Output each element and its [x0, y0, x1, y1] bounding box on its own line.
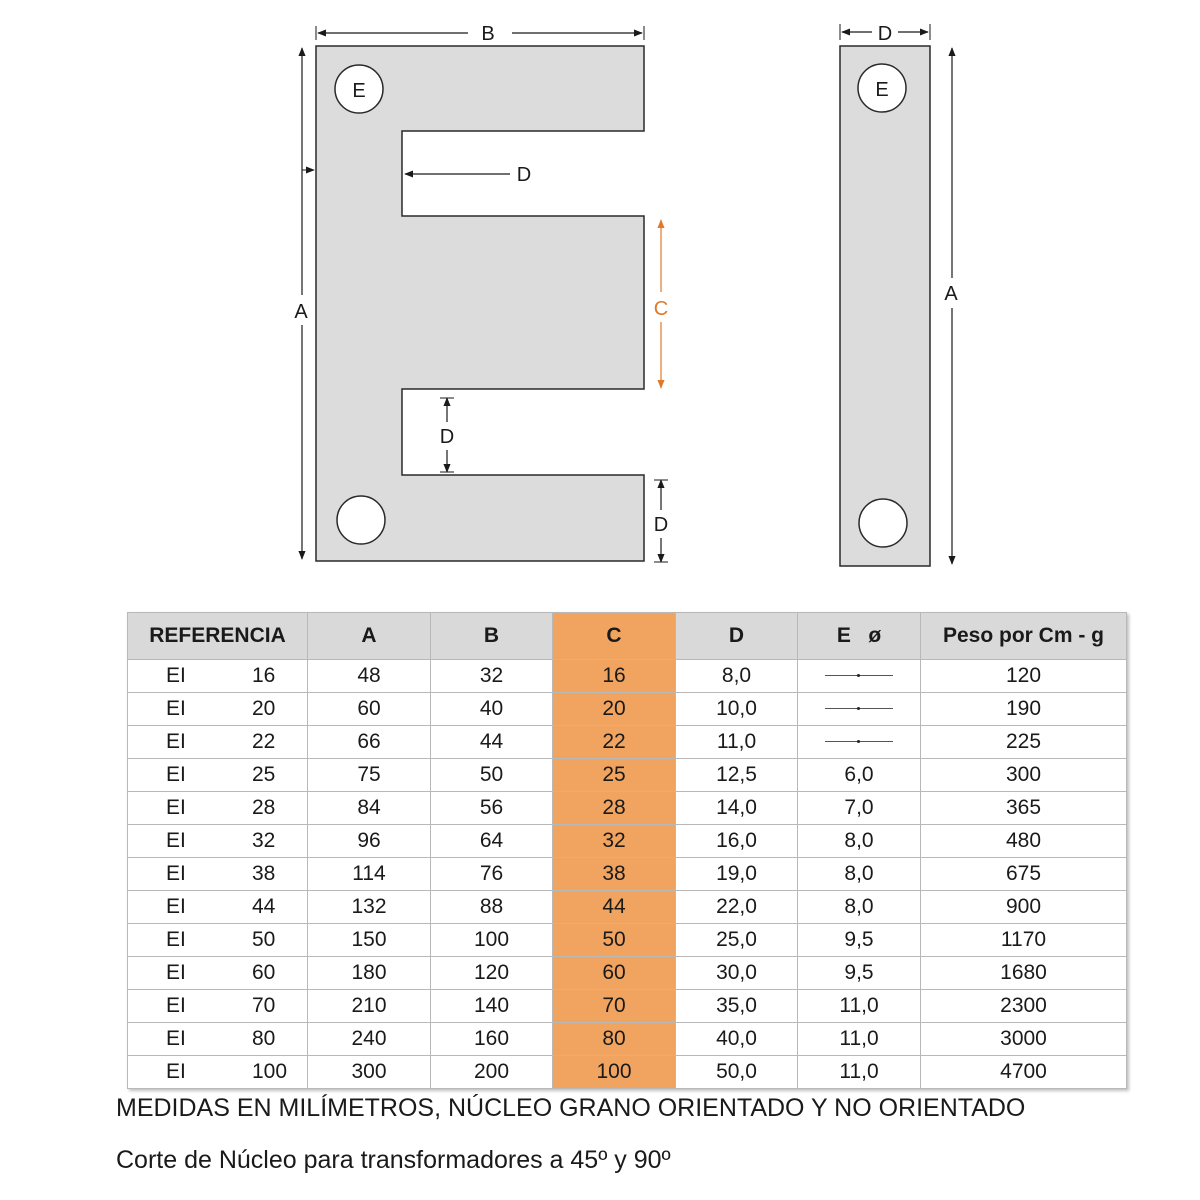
cell-referencia — [128, 759, 308, 792]
ref-prefix: EI — [166, 862, 186, 885]
e-lamination-shape — [316, 46, 644, 561]
i-lamination-shape — [840, 46, 930, 566]
ref-prefix: EI — [166, 697, 186, 720]
cell-peso: 1680 — [921, 957, 1127, 990]
cell-a: 66 — [308, 726, 431, 759]
header-b: B — [431, 613, 553, 660]
cell-d: 30,0 — [676, 957, 798, 990]
table-row — [128, 924, 1127, 957]
cell-d: 8,0 — [676, 660, 798, 693]
cell-b: 76 — [431, 858, 553, 891]
measurement-note: MEDIDAS EN MILÍMETROS, NÚCLEO GRANO ORIENTADO Y NO ORIENTADO — [116, 1094, 1026, 1122]
cell-c: 44 — [553, 891, 676, 924]
cell-e — [798, 693, 921, 726]
cell-b: 50 — [431, 759, 553, 792]
ref-number: 50 — [252, 928, 276, 951]
cell-d: 25,0 — [676, 924, 798, 957]
not-applicable-mark — [825, 708, 893, 710]
cell-e: 8,0 — [798, 891, 921, 924]
not-applicable-mark — [825, 675, 893, 677]
dim-a-label: A — [294, 301, 308, 323]
cell-e: 6,0 — [798, 759, 921, 792]
table-row — [128, 957, 1127, 990]
table-row — [128, 792, 1127, 825]
cell-peso: 3000 — [921, 1023, 1127, 1056]
cell-b: 44 — [431, 726, 553, 759]
cut-note: Corte de Núcleo para transformadores a 45º y 90º — [116, 1146, 671, 1174]
cell-b: 88 — [431, 891, 553, 924]
dim-b-label: B — [481, 23, 495, 45]
cell-peso: 2300 — [921, 990, 1127, 1023]
cell-referencia — [128, 726, 308, 759]
ref-prefix: EI — [166, 763, 186, 786]
cell-d: 16,0 — [676, 825, 798, 858]
cell-c: 28 — [553, 792, 676, 825]
ref-number: 28 — [252, 796, 276, 819]
cell-c: 16 — [553, 660, 676, 693]
cell-peso: 900 — [921, 891, 1127, 924]
cell-referencia — [128, 990, 308, 1023]
cell-a: 150 — [308, 924, 431, 957]
ref-prefix: EI — [166, 895, 186, 918]
table-row — [128, 1056, 1127, 1089]
cell-referencia — [128, 693, 308, 726]
cell-e: 11,0 — [798, 990, 921, 1023]
cell-peso: 675 — [921, 858, 1127, 891]
ref-number: 100 — [252, 1060, 288, 1083]
cell-a: 114 — [308, 858, 431, 891]
cell-e — [798, 726, 921, 759]
cell-b: 160 — [431, 1023, 553, 1056]
cell-b: 40 — [431, 693, 553, 726]
dim-d-leg-label: D — [653, 514, 669, 536]
cell-c: 70 — [553, 990, 676, 1023]
i-hole-label: E — [875, 79, 889, 101]
cell-referencia — [128, 1056, 308, 1089]
cell-referencia — [128, 1023, 308, 1056]
e-hole-label: E — [352, 80, 366, 102]
table-row — [128, 1023, 1127, 1056]
table-row — [128, 726, 1127, 759]
dim-d-horizontal-label: D — [516, 164, 532, 186]
header-referencia: REFERENCIA — [128, 613, 308, 660]
ref-number: 25 — [252, 763, 276, 786]
cell-peso: 4700 — [921, 1056, 1127, 1089]
cell-d: 22,0 — [676, 891, 798, 924]
cell-b: 100 — [431, 924, 553, 957]
header-c: C — [553, 613, 676, 660]
cell-referencia — [128, 792, 308, 825]
header-peso: Peso por Cm - g — [921, 613, 1127, 660]
cell-a: 96 — [308, 825, 431, 858]
ref-prefix: EI — [166, 664, 186, 687]
cell-e: 9,5 — [798, 957, 921, 990]
header-e-diameter: E ø — [798, 613, 921, 660]
ref-prefix: EI — [166, 1060, 186, 1083]
cell-c: 25 — [553, 759, 676, 792]
i-hole-bottom — [859, 499, 907, 547]
cell-d: 19,0 — [676, 858, 798, 891]
cell-d: 14,0 — [676, 792, 798, 825]
table-row — [128, 759, 1127, 792]
cell-d: 10,0 — [676, 693, 798, 726]
cell-e: 7,0 — [798, 792, 921, 825]
cell-referencia — [128, 891, 308, 924]
cell-referencia — [128, 924, 308, 957]
table-row — [128, 825, 1127, 858]
cell-referencia — [128, 957, 308, 990]
cell-referencia — [128, 858, 308, 891]
table-row — [128, 891, 1127, 924]
cell-e: 11,0 — [798, 1023, 921, 1056]
cell-peso: 300 — [921, 759, 1127, 792]
ref-prefix: EI — [166, 730, 186, 753]
cell-referencia — [128, 825, 308, 858]
ref-number: 32 — [252, 829, 276, 852]
lamination-dimensions-table — [127, 612, 1127, 1089]
cell-peso: 365 — [921, 792, 1127, 825]
cell-d: 50,0 — [676, 1056, 798, 1089]
ref-prefix: EI — [166, 796, 186, 819]
cell-e: 8,0 — [798, 858, 921, 891]
cell-b: 56 — [431, 792, 553, 825]
cell-c: 80 — [553, 1023, 676, 1056]
ref-prefix: EI — [166, 994, 186, 1017]
ref-number: 38 — [252, 862, 276, 885]
header-d: D — [676, 613, 798, 660]
cell-d: 35,0 — [676, 990, 798, 1023]
cell-peso: 225 — [921, 726, 1127, 759]
cell-peso: 480 — [921, 825, 1127, 858]
ref-number: 20 — [252, 697, 276, 720]
cell-d: 11,0 — [676, 726, 798, 759]
cell-peso: 1170 — [921, 924, 1127, 957]
cell-c: 22 — [553, 726, 676, 759]
table-header-row — [128, 613, 1127, 660]
cell-d: 12,5 — [676, 759, 798, 792]
table-row — [128, 693, 1127, 726]
cell-c: 32 — [553, 825, 676, 858]
cell-a: 240 — [308, 1023, 431, 1056]
table-row — [128, 858, 1127, 891]
cell-b: 64 — [431, 825, 553, 858]
cell-a: 84 — [308, 792, 431, 825]
cell-c: 50 — [553, 924, 676, 957]
dim-c-label: C — [653, 298, 669, 320]
e-hole-bottom — [337, 496, 385, 544]
cell-c: 60 — [553, 957, 676, 990]
ref-number: 60 — [252, 961, 276, 984]
ref-prefix: EI — [166, 829, 186, 852]
cell-e: 9,5 — [798, 924, 921, 957]
cell-b: 120 — [431, 957, 553, 990]
not-applicable-mark — [825, 741, 893, 743]
cell-b: 32 — [431, 660, 553, 693]
cell-c: 38 — [553, 858, 676, 891]
ref-prefix: EI — [166, 928, 186, 951]
cell-e: 8,0 — [798, 825, 921, 858]
ref-number: 80 — [252, 1027, 276, 1050]
table-row — [128, 660, 1127, 693]
header-a: A — [308, 613, 431, 660]
cell-a: 210 — [308, 990, 431, 1023]
cell-d: 40,0 — [676, 1023, 798, 1056]
ref-number: 44 — [252, 895, 276, 918]
table-row — [128, 990, 1127, 1023]
cell-a: 180 — [308, 957, 431, 990]
cell-b: 140 — [431, 990, 553, 1023]
ref-number: 70 — [252, 994, 276, 1017]
cell-a: 300 — [308, 1056, 431, 1089]
cell-peso: 120 — [921, 660, 1127, 693]
ref-number: 22 — [252, 730, 276, 753]
cell-a: 75 — [308, 759, 431, 792]
cell-c: 20 — [553, 693, 676, 726]
cell-referencia — [128, 660, 308, 693]
cell-c: 100 — [553, 1056, 676, 1089]
cell-peso: 190 — [921, 693, 1127, 726]
ref-prefix: EI — [166, 961, 186, 984]
dim-d-i-label: D — [877, 23, 893, 45]
cell-a: 48 — [308, 660, 431, 693]
cell-b: 200 — [431, 1056, 553, 1089]
cell-a: 60 — [308, 693, 431, 726]
ref-prefix: EI — [166, 1027, 186, 1050]
dim-a-i-label: A — [944, 283, 958, 305]
table-body — [128, 660, 1127, 1089]
ref-number: 16 — [252, 664, 276, 687]
dim-d-slot-label: D — [439, 426, 455, 448]
cell-e — [798, 660, 921, 693]
cell-e: 11,0 — [798, 1056, 921, 1089]
cell-a: 132 — [308, 891, 431, 924]
